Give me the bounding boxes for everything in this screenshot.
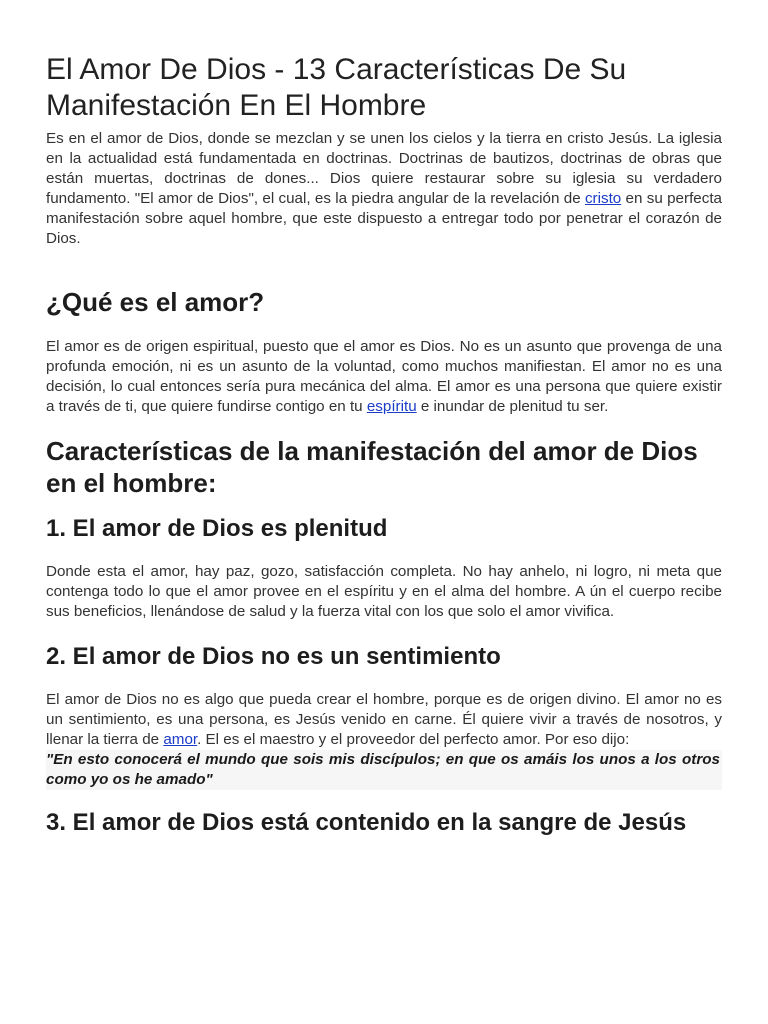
amor-link[interactable]: amor [163, 731, 198, 748]
article [46, 52, 722, 838]
intro-paragraph [46, 129, 722, 249]
item-1-heading: 1. El amor de Dios es plenitud [46, 515, 388, 542]
what-is-love-text-start: El amor es de origen espiritual, puesto que el amor es Dios. No es un asunto que provenga de una profunda emoción, ni es un asunto de la voluntad, como muchos manifiestan. El amor no es una decisión, lo cual entonces sería pura mecánica del alma. El amor es una persona que quiere existir a través de ti, que quiere fundirse contigo en tu [46, 338, 722, 415]
what-is-love-text-end: e inundar de plenitud tu ser. [416, 398, 609, 415]
item-2-text-start: El amor de Dios no es algo que pueda crear el hombre, porque es de origen divino. El amor no es un sentimiento, es una persona, es Jesús venido en carne. Él quiere vivir a través de nosotros, y llenar la tierra de [46, 691, 722, 748]
page-title: El Amor De Dios - 13 Características De Su Manifestación En El Hombre [46, 53, 627, 122]
item-1-paragraph: Donde esta el amor, hay paz, gozo, satisfacción completa. No hay anhelo, ni logro, ni meta que contenga todo lo que el amor provee en el espíritu y en el alma del hombre. A ún el cuerpo recibe sus beneficios, llenándose de salud y la fuerza vital con los que solo el amor vivifica. [46, 563, 722, 620]
what-is-love-paragraph [46, 337, 722, 417]
characteristics-heading: Características de la manifestación del amor de Dios en el hombre: [46, 436, 698, 498]
cristo-link[interactable]: cristo [584, 190, 622, 207]
item-2-paragraph [46, 690, 722, 750]
espiritu-link[interactable]: espíritu [366, 398, 417, 415]
what-is-love-heading: ¿Qué es el amor? [46, 287, 265, 317]
intro-text-start: Es en el amor de Dios, donde se mezclan y se unen los cielos y la tierra en cristo Jesús. La iglesia en la actualidad está fundamentada en doctrinas. Doctrinas de bautizos, doctrinas de obras que están muertas, doctrinas de dones... Dios quiere restaurar sobre su iglesia su verdadero fundamento. "El amor de Dios", el cual, es la piedra angular de la revelación de [46, 130, 722, 207]
item-2-heading: 2. El amor de Dios no es un sentimiento [46, 643, 501, 670]
item-3-heading: 3. El amor de Dios está contenido en la sangre de Jesús [46, 809, 687, 836]
bible-quote: "En esto conocerá el mundo que sois mis discípulos; en que os amáis los unos a los otros como yo os he amado" [46, 751, 720, 788]
intro-text-end: en su perfecta manifestación sobre aquel hombre, que este dispuesto a entregar todo por penetrar el corazón de Dios. [46, 190, 722, 247]
item-2-text-end: . El es el maestro y el proveedor del perfecto amor. Por eso dijo: [197, 731, 630, 748]
